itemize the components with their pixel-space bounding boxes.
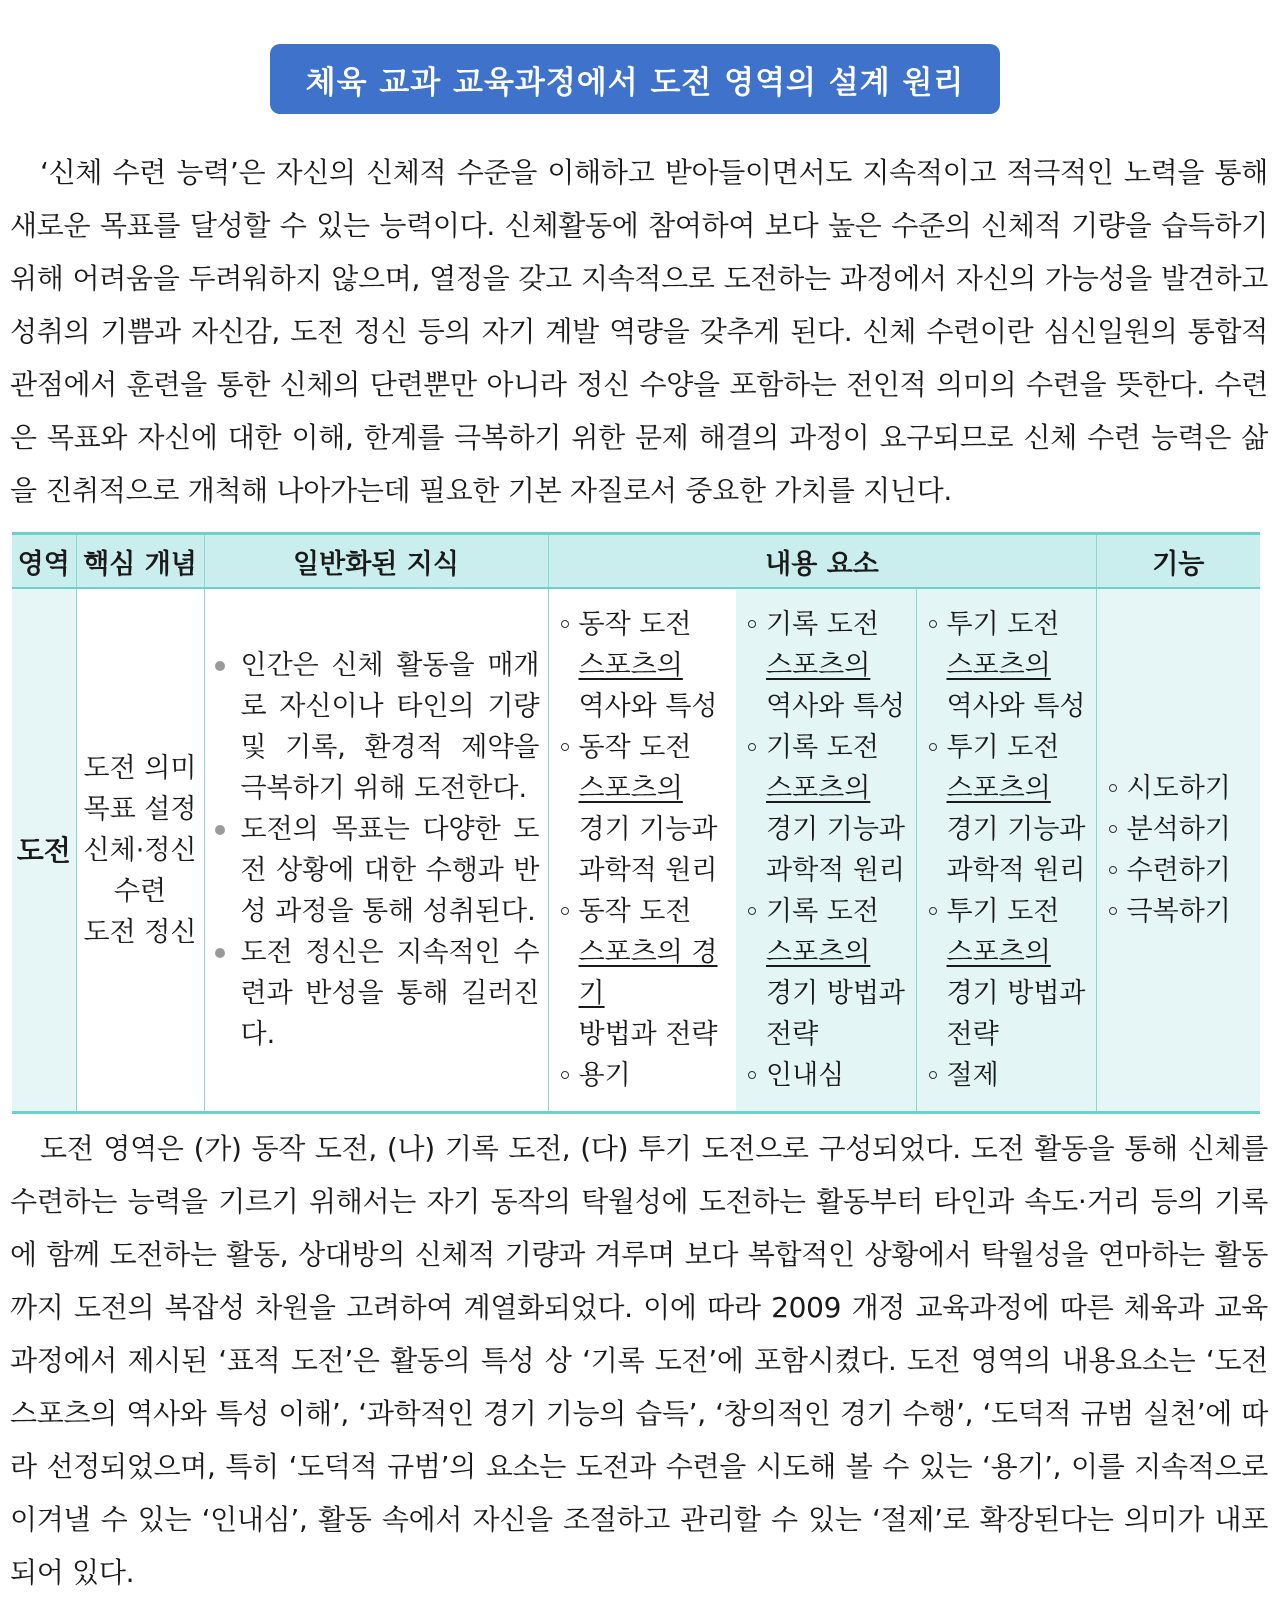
core-concept-item: 도전 정신 <box>83 916 197 948</box>
content-item: 기록 도전 스포츠의 경기 방법과 전략 <box>746 891 912 1055</box>
closing-paragraph: 도전 영역은 (가) 동작 도전, (나) 기록 도전, (다) 투기 도전으로 구성되었다. 도전 활동을 통해 신체를 수련하는 능력을 기르기 위해서는 자기 동작의 탁월성에 도전하는 활동부터 타인과 속도·거리 등의 기록에 함께 도전하는 활동, 상대방의 신체적 기량과 겨루며 보다 복합적인 상황에서 탁월성을 연마하는 활동까지 도전의 복잡성 차원을 고려하여 계열화되었다. 이에 따라 2009 개정 교육과정에 따른 체육과 교육과정에서 제시된 ‘표적 도전’은 활동의 특성 상 ‘기록 도전’에 포함시켰다. 도전 영역의 내용요소는 ‘도전스포츠의 역사와 특성 이해’, ‘과학적인 경기 기능의 습득’, ‘창의적인 경기 수행’, ‘도덕적 규범 실천’에 따라 선정되었으며, 특히 ‘도덕적 규범’의 요소는 도전과 수련을 시도해 볼 수 있는 ‘용기’, 이를 지속적으로 이겨낼 수 있는 ‘인내심’, 활동 속에서 자신을 조절하고 관리할 수 있는 ‘절제’로 확장된다는 의미가 내포되어 있다. <box>10 1132 1268 1589</box>
content-movement-challenge-cell <box>548 588 736 1113</box>
general-knowledge-cell <box>204 588 548 1113</box>
content-item: 동작 도전 스포츠의 경기 방법과 전략 <box>559 891 733 1055</box>
table-row <box>12 588 1260 1113</box>
content-item: 용기 <box>559 1055 733 1096</box>
domain-cell: 도전 <box>12 588 76 1113</box>
header-general-knowledge: 일반화된 지식 <box>204 534 548 589</box>
core-concept-cell <box>76 588 204 1113</box>
knowledge-item: 도전 정신은 지속적인 수련과 반성을 통해 길러진다. <box>215 932 540 1055</box>
header-core-concept: 핵심 개념 <box>76 534 204 589</box>
core-concept-item: 도전 의미 <box>83 752 197 784</box>
content-record-challenge-cell <box>736 588 916 1113</box>
content-item: 인내심 <box>746 1055 912 1096</box>
content-combat-challenge-cell <box>916 588 1096 1113</box>
knowledge-item: 도전의 목표는 다양한 도전 상황에 대한 수행과 반성 과정을 통해 성취된다. <box>215 809 540 932</box>
skill-item: 극복하기 <box>1107 891 1261 932</box>
core-concept-item: 수련 <box>113 875 167 907</box>
knowledge-item: 인간은 신체 활동을 매개로 자신이나 타인의 기량 및 기록, 환경적 제약을 극복하기 위해 도전한다. <box>215 645 540 809</box>
content-item: 투기 도전 스포츠의 경기 기능과 과학적 원리 <box>927 727 1092 891</box>
skills-cell <box>1096 588 1260 1113</box>
content-item: 동작 도전 스포츠의 역사와 특성 <box>559 604 733 727</box>
header-content-elements: 내용 요소 <box>548 534 1096 589</box>
content-item: 동작 도전 스포츠의 경기 기능과 과학적 원리 <box>559 727 733 891</box>
page-title: 체육 교과 교육과정에서 도전 영역의 설계 원리 <box>305 64 965 101</box>
skill-item: 수련하기 <box>1107 850 1261 891</box>
skill-item: 분석하기 <box>1107 809 1261 850</box>
content-item: 기록 도전 스포츠의 역사와 특성 <box>746 604 912 727</box>
table-header-row <box>12 534 1260 589</box>
content-item: 투기 도전 스포츠의 역사와 특성 <box>927 604 1092 727</box>
curriculum-table <box>12 532 1260 1114</box>
header-skills: 기능 <box>1096 534 1260 589</box>
content-item: 절제 <box>927 1055 1092 1096</box>
core-concept-item: 신체·정신 <box>83 834 197 866</box>
header-domain: 영역 <box>12 534 76 589</box>
content-item: 투기 도전 스포츠의 경기 방법과 전략 <box>927 891 1092 1055</box>
title-banner <box>270 44 1000 114</box>
content-item: 기록 도전 스포츠의 경기 기능과 과학적 원리 <box>746 727 912 891</box>
core-concept-item: 목표 설정 <box>83 793 197 825</box>
skill-item: 시도하기 <box>1107 768 1261 809</box>
intro-paragraph: ‘신체 수련 능력’은 자신의 신체적 수준을 이해하고 받아들이면서도 지속적이고 적극적인 노력을 통해 새로운 목표를 달성할 수 있는 능력이다. 신체활동에 참여하여 보다 높은 수준의 신체적 기량을 습득하기 위해 어려움을 두려워하지 않으며, 열정을 갖고 지속적으로 도전하는 과정에서 자신의 가능성을 발견하고 성취의 기쁨과 자신감, 도전 정신 등의 자기 계발 역량을 갖추게 된다. 신체 수련이란 심신일원의 통합적 관점에서 훈련을 통한 신체의 단련뿐만 아니라 정신 수양을 포함하는 전인적 의미의 수련을 뜻한다. 수련은 목표와 자신에 대한 이해, 한계를 극복하기 위한 문제 해결의 과정이 요구되므로 신체 수련 능력은 삶을 진취적으로 개척해 나아가는데 필요한 기본 자질로서 중요한 가치를 지닌다. <box>10 156 1268 507</box>
